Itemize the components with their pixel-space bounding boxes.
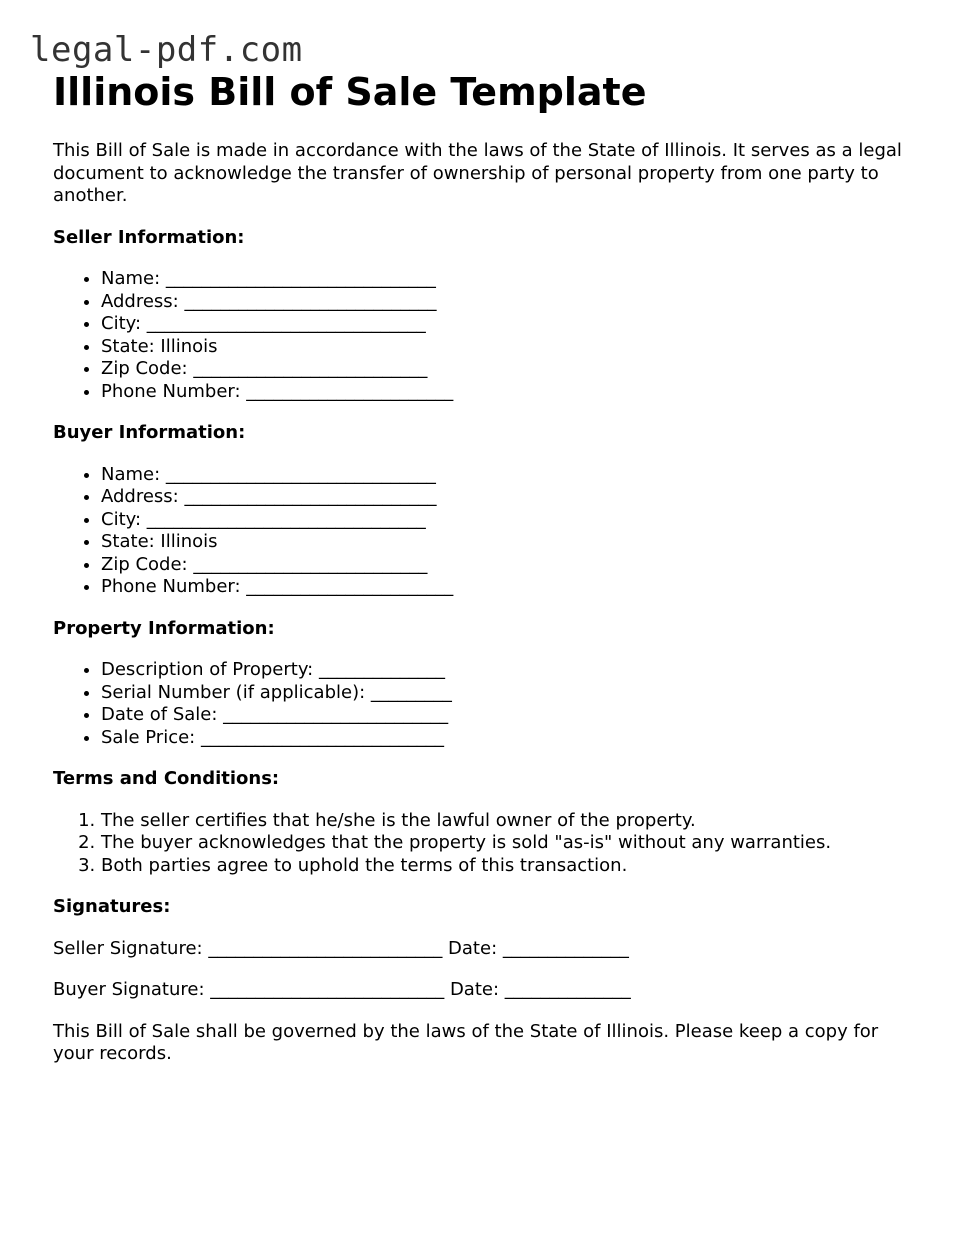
property-heading: Property Information: [53, 617, 275, 639]
buyer-zip-field[interactable]: • Zip Code: __________________________ [101, 554, 923, 577]
buyer-phone-field[interactable]: • Phone Number: _______________________ [101, 576, 923, 599]
terms-item: 3. Both parties agree to uphold the terms of this transaction. [101, 855, 923, 878]
buyer-signature-line[interactable]: Buyer Signature: __________________________ Date: ______________ [53, 979, 631, 1000]
buyer-city-field[interactable]: • City: _______________________________ [101, 509, 923, 532]
property-list [53, 659, 923, 749]
seller-heading: Seller Information: [53, 226, 245, 248]
document-title: Illinois Bill of Sale Template [53, 70, 647, 114]
buyer-list [53, 464, 923, 599]
seller-name-field[interactable]: • Name: ______________________________ [101, 268, 923, 291]
seller-phone-field[interactable]: • Phone Number: _______________________ [101, 381, 923, 404]
property-date-field[interactable]: • Date of Sale: _________________________ [101, 704, 923, 727]
buyer-heading: Buyer Information: [53, 422, 246, 443]
terms-item: 1. The seller certifies that he/she is the lawful owner of the property. [101, 810, 923, 833]
signatures-heading: Signatures: [53, 896, 171, 917]
terms-list [53, 810, 923, 878]
property-serial-field[interactable]: • Serial Number (if applicable): _________ [101, 682, 923, 705]
buyer-address-field[interactable]: • Address: ____________________________ [101, 486, 923, 509]
seller-state-field: • State: Illinois [101, 336, 923, 359]
property-price-field[interactable]: • Sale Price: ___________________________ [101, 727, 923, 750]
buyer-name-field[interactable]: • Name: ______________________________ [101, 464, 923, 487]
buyer-state-field: • State: Illinois [101, 531, 923, 554]
intro-paragraph: This Bill of Sale is made in accordance with the laws of the State of Illinois. It serves as a legal document to acknowledge the transfer of ownership of personal property from one party to another. [53, 140, 902, 206]
watermark: legal-pdf.com [30, 30, 303, 70]
seller-city-field[interactable]: • City: _______________________________ [101, 313, 923, 336]
seller-list [53, 268, 923, 403]
terms-item: 2. The buyer acknowledges that the property is sold "as-is" without any warranties. [101, 832, 923, 855]
document-body [53, 64, 923, 1066]
seller-address-field[interactable]: • Address: ____________________________ [101, 291, 923, 314]
terms-heading: Terms and Conditions: [53, 768, 280, 789]
seller-zip-field[interactable]: • Zip Code: __________________________ [101, 358, 923, 381]
seller-signature-line[interactable]: Seller Signature: __________________________ Date: ______________ [53, 937, 629, 959]
property-description-field[interactable]: • Description of Property: ______________ [101, 659, 923, 682]
closing-paragraph: This Bill of Sale shall be governed by the laws of the State of Illinois. Please keep a copy for your records. [53, 1020, 879, 1064]
